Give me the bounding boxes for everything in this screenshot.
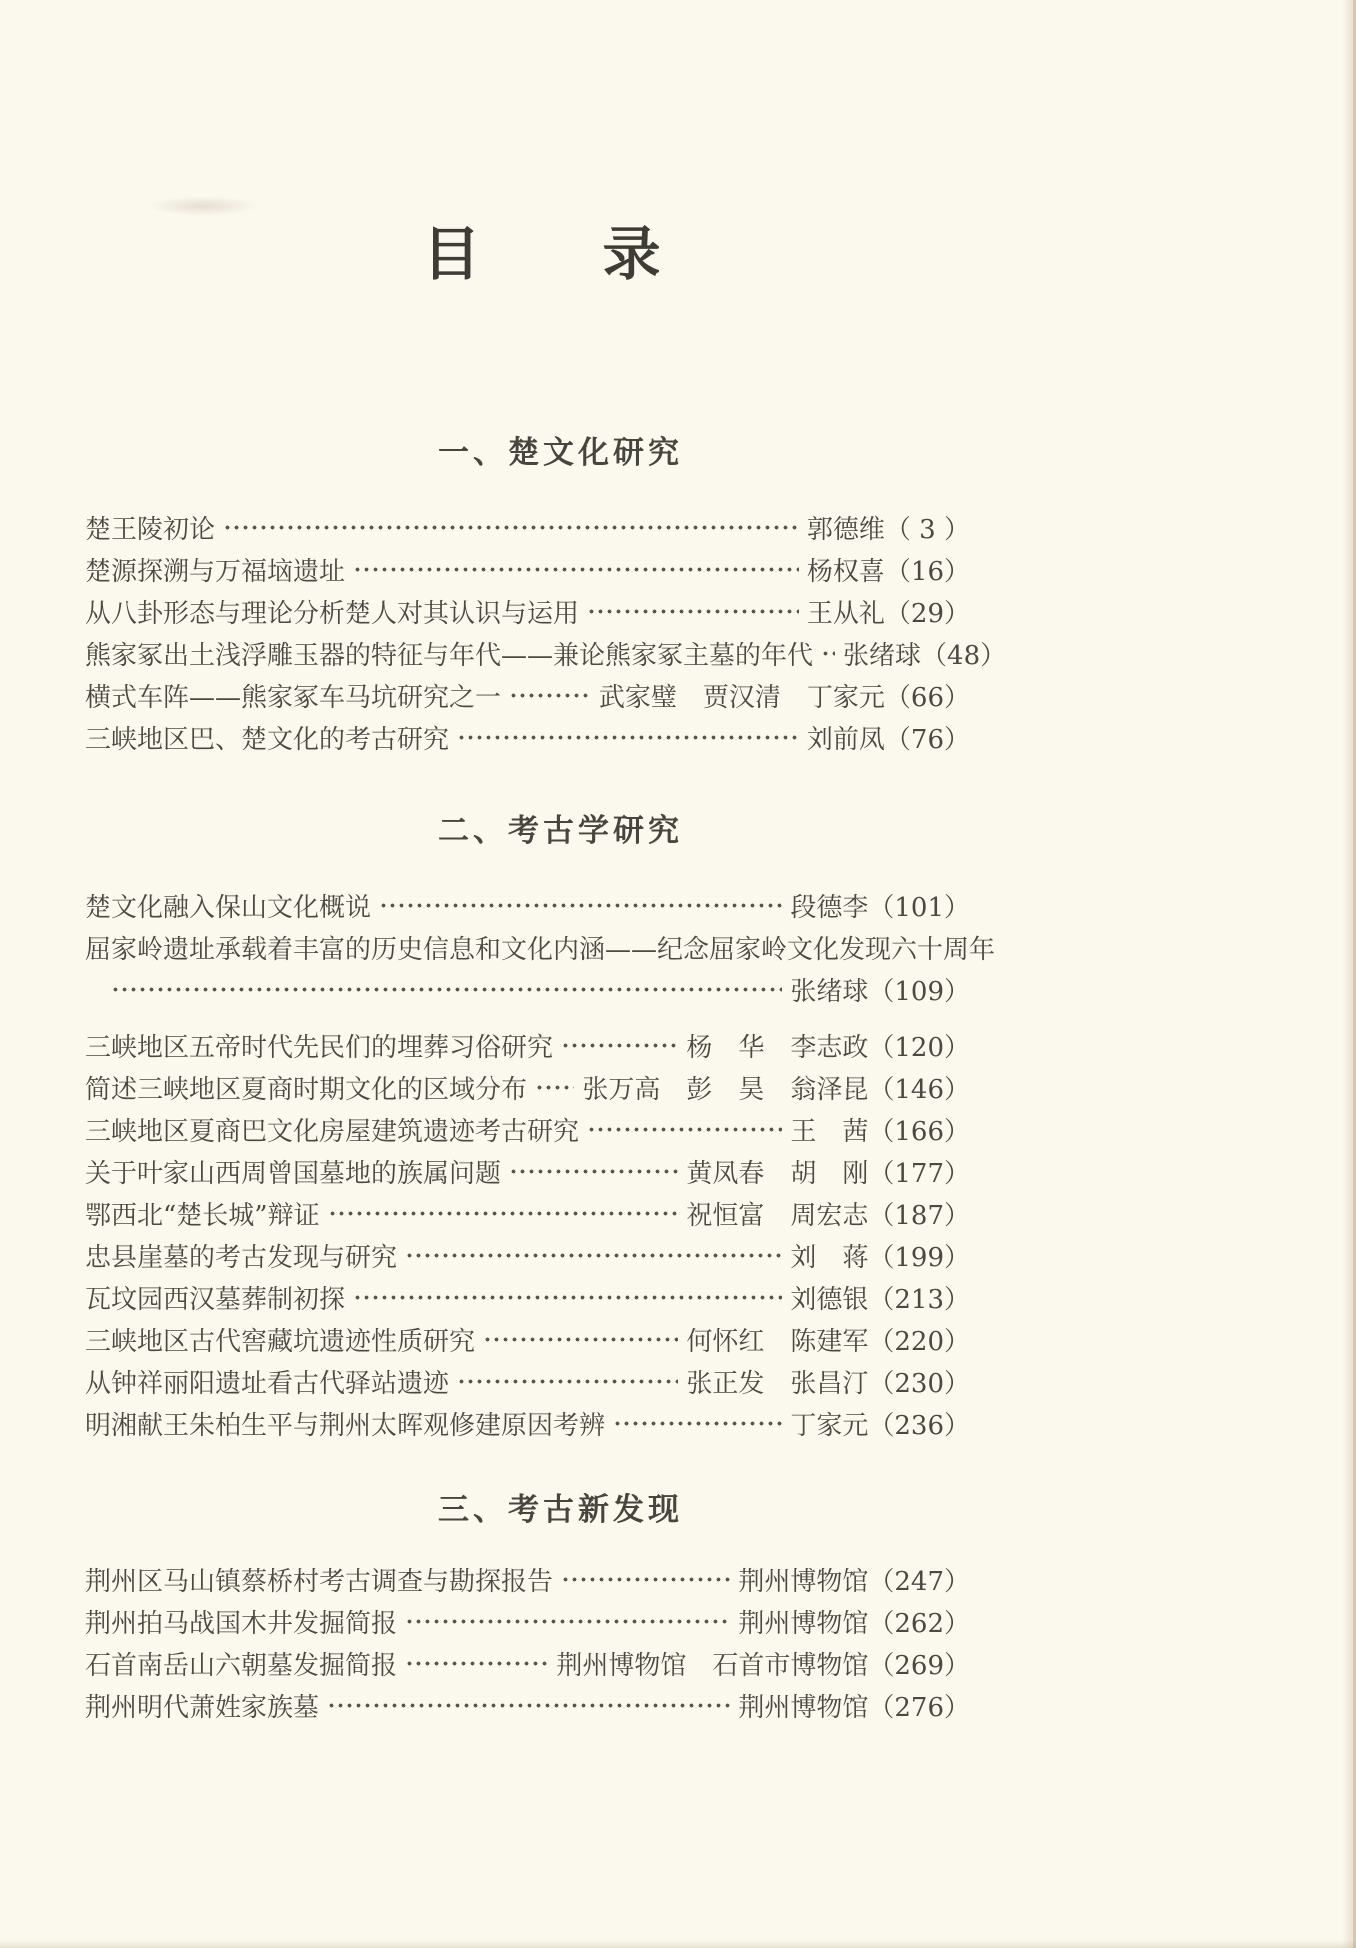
- entry-page-number: （230）: [868, 1368, 970, 1399]
- toc-entry-wrapped: [85, 926, 996, 1010]
- entry-page-number: （146）: [868, 1074, 970, 1105]
- entry-authors: 刘德银: [790, 1284, 869, 1315]
- toc-entry: [85, 1108, 970, 1150]
- entry-page-number: （16）: [884, 556, 970, 587]
- entry-page-number: （166）: [868, 1116, 970, 1147]
- dot-leader: [405, 1234, 782, 1276]
- toc-entry: [85, 1642, 970, 1684]
- toc-entry: [85, 716, 970, 758]
- dot-leader: [509, 674, 591, 716]
- entry-page-number: （220）: [868, 1326, 970, 1357]
- toc-entry: [85, 1024, 970, 1066]
- dot-leader: [457, 1360, 678, 1402]
- entry-authors: 张绪球: [843, 640, 922, 671]
- entry-title: 瓦坟园西汉墓葬制初探: [85, 1284, 346, 1315]
- toc-entry: [85, 1066, 970, 1108]
- dot-leader: [353, 1276, 782, 1318]
- entry-authors: 祝恒富 周宏志: [686, 1200, 869, 1231]
- toc-entry: [85, 1360, 970, 1402]
- entry-page-number: （109）: [868, 976, 970, 1007]
- toc-entry: [85, 1318, 970, 1360]
- entry-page-number: （48）: [921, 640, 1007, 671]
- entry-page-number: （213）: [868, 1284, 970, 1315]
- entry-authors: 刘 蒋: [790, 1242, 869, 1273]
- entry-authors: 王从礼: [806, 598, 885, 629]
- toc-entry: [85, 1402, 970, 1444]
- entry-authors: 张绪球: [790, 976, 869, 1007]
- entry-authors: 荆州博物馆 石首市博物馆: [556, 1650, 869, 1681]
- entry-page-number: （177）: [868, 1158, 970, 1189]
- entry-page-number: （66）: [884, 682, 970, 713]
- dot-leader: [821, 632, 835, 674]
- toc-entry: [85, 674, 970, 716]
- entry-title: 横式车阵——熊家冢车马坑研究之一: [85, 682, 502, 713]
- dot-leader: [561, 1558, 730, 1600]
- section-heading: 二、考古学研究: [438, 813, 683, 849]
- dot-leader: [328, 1192, 679, 1234]
- dot-leader: [561, 1024, 678, 1066]
- dot-leader: [535, 1066, 574, 1108]
- toc-entry: [85, 590, 970, 632]
- dot-leader: [111, 968, 782, 1010]
- toc-entry: [85, 1600, 970, 1642]
- dot-leader: [379, 884, 782, 926]
- toc-entry: [85, 1276, 970, 1318]
- entry-authors: 黄凤春 胡 刚: [686, 1158, 869, 1189]
- entry-title: 从八卦形态与理论分析楚人对其认识与运用: [85, 598, 580, 629]
- entry-page-number: （ 3 ）: [884, 514, 970, 545]
- entry-page-number: （76）: [884, 724, 970, 755]
- entry-title: 楚源探溯与万福垴遗址: [85, 556, 346, 587]
- dot-leader: [587, 1108, 782, 1150]
- entry-authors: 段德李: [790, 892, 869, 923]
- entry-authors: 杨权喜: [806, 556, 885, 587]
- entry-authors: 何怀红 陈建军: [686, 1326, 869, 1357]
- entry-title: 荆州拍马战国木井发掘简报: [85, 1608, 398, 1639]
- entry-page-number: （101）: [868, 892, 970, 923]
- entry-page-number: （236）: [868, 1410, 970, 1441]
- entry-title: 三峡地区五帝时代先民们的埋葬习俗研究: [85, 1032, 554, 1063]
- entry-title: 屈家岭遗址承载着丰富的历史信息和文化内涵——纪念屈家岭文化发现六十周年: [85, 934, 996, 965]
- section-heading: 三、考古新发现: [438, 1492, 683, 1528]
- entry-page-number: （29）: [884, 598, 970, 629]
- toc-entry: [85, 506, 970, 548]
- dot-leader: [327, 1684, 730, 1726]
- toc-entry: [85, 1150, 970, 1192]
- entry-title: 三峡地区夏商巴文化房屋建筑遗迹考古研究: [85, 1116, 580, 1147]
- entry-title: 关于叶家山西周曾国墓地的族属问题: [85, 1158, 502, 1189]
- entry-title: 石首南岳山六朝墓发掘简报: [85, 1650, 398, 1681]
- dot-leader: [405, 1642, 548, 1684]
- entry-title: 鄂西北“楚长城”辩证: [85, 1200, 320, 1231]
- toc-entry: [85, 1234, 970, 1276]
- entry-authors: 张万高 彭 昊 翁泽昆: [582, 1074, 869, 1105]
- entry-title: 荆州明代萧姓家族墓: [85, 1692, 320, 1723]
- entry-title: 简述三峡地区夏商时期文化的区域分布: [85, 1074, 528, 1105]
- toc-entry: [85, 1558, 970, 1600]
- entry-title: 三峡地区古代窖藏坑遗迹性质研究: [85, 1326, 476, 1357]
- section-heading: 一、楚文化研究: [438, 435, 683, 471]
- entry-authors: 杨 华 李志政: [686, 1032, 869, 1063]
- entry-authors: 丁家元: [790, 1410, 869, 1441]
- entry-title: 楚文化融入保山文化概说: [85, 892, 372, 923]
- entry-title: 荆州区马山镇蔡桥村考古调查与勘探报告: [85, 1566, 554, 1597]
- entry-title: 楚王陵初论: [85, 514, 216, 545]
- toc-entry: [85, 1684, 970, 1726]
- dot-leader: [613, 1402, 782, 1444]
- entry-authors: 荆州博物馆: [738, 1566, 869, 1597]
- scan-edge-bottom: [0, 1940, 1356, 1948]
- entry-authors: 王 茜: [790, 1116, 869, 1147]
- entry-authors: 郭德维: [806, 514, 885, 545]
- entry-title: 忠县崖墓的考古发现与研究: [85, 1242, 398, 1273]
- entry-title: 明湘献王朱柏生平与荆州太晖观修建原因考辨: [85, 1410, 606, 1441]
- entry-title: 熊家冢出土浅浮雕玉器的特征与年代——兼论熊家冢主墓的年代: [85, 640, 814, 671]
- toc-entry: [85, 1192, 970, 1234]
- dot-leader: [353, 548, 799, 590]
- entry-page-number: （269）: [868, 1650, 970, 1681]
- entry-page-number: （276）: [868, 1692, 970, 1723]
- entry-page-number: （199）: [868, 1242, 970, 1273]
- dot-leader: [483, 1318, 678, 1360]
- dot-leader: [405, 1600, 730, 1642]
- entry-page-number: （247）: [868, 1566, 970, 1597]
- entry-title: 从钟祥丽阳遗址看古代驿站遗迹: [85, 1368, 450, 1399]
- dot-leader: [587, 590, 799, 632]
- entry-authors: 荆州博物馆: [738, 1692, 869, 1723]
- toc-content: [85, 0, 1007, 1726]
- entry-page-number: （262）: [868, 1608, 970, 1639]
- toc-entry: [85, 884, 970, 926]
- toc-entry: [85, 632, 1007, 674]
- page-title: 目 录: [422, 220, 663, 288]
- dot-leader: [457, 716, 799, 758]
- dot-leader: [509, 1150, 678, 1192]
- entry-authors: 荆州博物馆: [738, 1608, 869, 1639]
- entry-authors: 刘前凤: [806, 724, 885, 755]
- entry-authors: 张正发 张昌汀: [686, 1368, 869, 1399]
- entry-authors: 武家璧 贾汉清 丁家元: [598, 682, 885, 713]
- entry-page-number: （187）: [868, 1200, 970, 1231]
- entry-page-number: （120）: [868, 1032, 970, 1063]
- entry-title: 三峡地区巴、楚文化的考古研究: [85, 724, 450, 755]
- toc-entry: [85, 548, 970, 590]
- dot-leader: [223, 506, 799, 548]
